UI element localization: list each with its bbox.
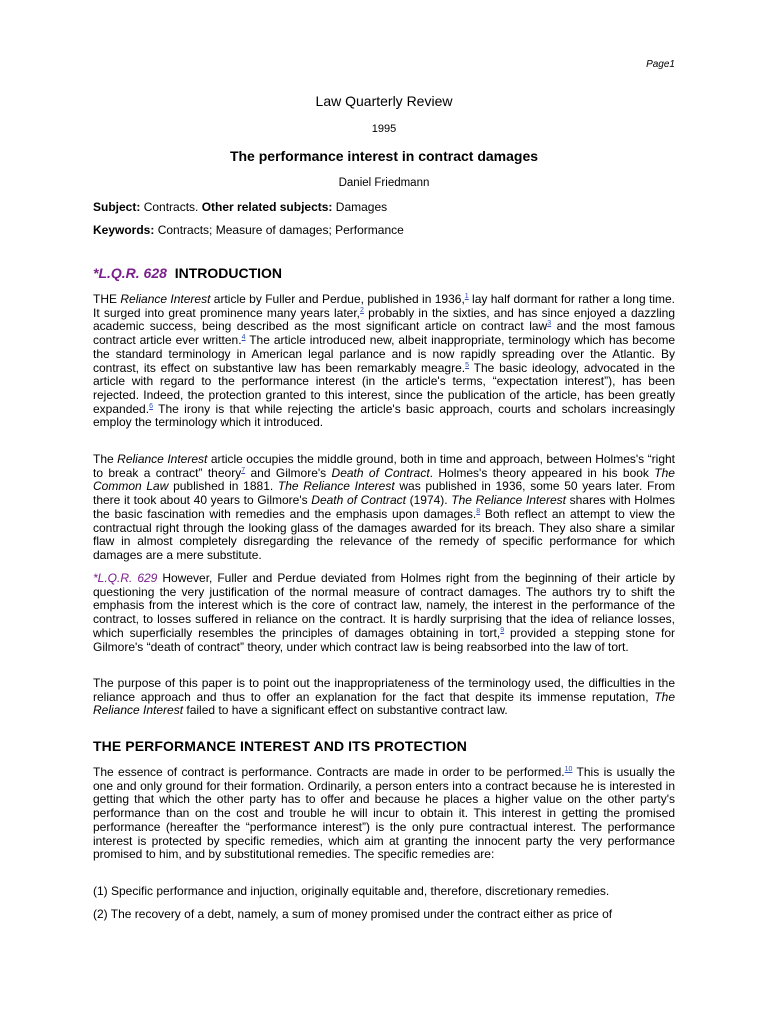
lqr-629-marker: *L.Q.R. 629 bbox=[93, 571, 158, 585]
footnote-link-10[interactable]: 10 bbox=[564, 766, 573, 773]
keywords-value: Contracts; Measure of damages; Performance bbox=[157, 223, 404, 237]
subject-line bbox=[93, 200, 387, 214]
paragraph-3: *L.Q.R. 629 However, Fuller and Perdue deviated from Holmes right from the beginning of their article by questioning the very justification of the normal measure of contract damages. The authors try to shift the emphasis from the interest which is the core of contract law, namely, the interest in the performance of the contract, to losses suffered in reliance on the contract. It is hardly surprising that the idea of reliance losses, which superficially resembles the principles of damages obtaining in tort,$^9$ provided a stepping stone for Gilmore's “death of contract” theory, under which contract law is being reabsorbed into the law of tort. bbox=[93, 571, 675, 654]
section-heading-performance: THE PERFORMANCE INTEREST AND ITS PROTECTION bbox=[93, 738, 468, 754]
journal-title: Law Quarterly Review bbox=[315, 93, 453, 109]
page-number: Page1 bbox=[646, 59, 675, 70]
paragraph-1: THE Reliance Interest article by Fuller and Perdue, published in 1936,$^1$ lay half dormant for rather a long time. It surged into great prominence many years later,$^2$ probably in the sixties, and has since enjoyed a dazzling academic success, being described as the most significant article on contract law$^3$ and the most famous contract article ever written.$^4$ The article introduced new, albeit inappropriate, terminology which has become the standard terminology in American legal parlance and is now rapidly spreading over the Atlantic. By contrast, its effect on substantive law has been remarkably meagre.$^5$ The basic ideology, advocated in the article with regard to the performance interest (in the article's terms, “expectation interest”), has been rejected. Indeed, the protection granted to this interest, since the publication of the article, has been greatly expanded.$^6$ The irony is that while rejecting the article's basic approach, courts and scholars increasingly employ the terminology which it introduced. bbox=[93, 292, 676, 430]
paragraph-2: The Reliance Interest article occupies the middle ground, both in time and approach, between Holmes's “right to break a contract” theory$^7$ and Gilmore's Death of Contract. Holmes's theory appeared in his book The Common Law published in 1881. The Reliance Interest was published in 1936, some 50 years later. From there it took about 40 years to Gilmore's Death of Contract (1974). The Reliance Interest shares with Holmes the basic fascination with remedies and the emphasis upon damages.$^8$ Both reflect an attempt to view the contractual right through the looking glass of the damages awarded for its breach. They also share a similar flaw in almost completely disregarding the relevance of the remedy of specific performance for which damages are a mere substitute. bbox=[93, 452, 675, 562]
introduction-heading: INTRODUCTION bbox=[174, 265, 283, 281]
paragraph-6: (1) Specific performance and injuction, originally equitable and, therefore, discretionary remedies. bbox=[93, 884, 610, 898]
footnote-link-7[interactable]: 7 bbox=[241, 466, 246, 474]
other-subjects-value: Damages bbox=[335, 200, 388, 214]
footnote-link-2[interactable]: 2 bbox=[360, 306, 364, 314]
paragraph-4: The purpose of this paper is to point out the inappropriateness of the terminology used, the difficulties in the reliance approach and thus to offer an explanation for the fact that despite its immense reputation, The Reliance Interest failed to have a significant effect on substantive contract law. bbox=[93, 676, 675, 718]
other-subjects-label: Other related subjects: bbox=[201, 200, 333, 214]
footnote-link-1[interactable]: 1 bbox=[464, 293, 469, 300]
subject-label: Subject: bbox=[93, 200, 141, 214]
footnote-link-6[interactable]: 6 bbox=[149, 402, 153, 410]
subject-value: Contracts. bbox=[143, 200, 199, 214]
author-name: Daniel Friedmann bbox=[338, 177, 430, 189]
footnote-link-8[interactable]: 8 bbox=[476, 507, 481, 515]
article-title: The performance interest in contract damages bbox=[229, 148, 539, 164]
keywords-line bbox=[93, 223, 404, 237]
publication-year: 1995 bbox=[371, 123, 397, 135]
paragraph-7: (2) The recovery of a debt, namely, a sum of money promised under the contract either as price of bbox=[93, 907, 613, 921]
keywords-label: Keywords: bbox=[93, 223, 155, 237]
lqr-628-marker: *L.Q.R. 628 bbox=[93, 265, 167, 281]
footnote-link-5[interactable]: 5 bbox=[465, 361, 469, 369]
paragraph-5: The essence of contract is performance. Contracts are made in order to be performed.$^{10}$ This is usually the one and only ground for their formation. Ordinarily, a person enters into a contract because he is interested in getting that which the other party has to offer and because he places a higher value on the other party's performance than on the cost and trouble he will incur to obtain it. This interest in getting the promised performance (hereafter the “performance interest”) is the only pure contractual interest. The performance interest is protected by specific remedies, which aim at granting the innocent party the very performance promised to him, and by substitutional remedies. The specific remedies are: bbox=[93, 765, 675, 862]
footnote-link-9[interactable]: 9 bbox=[500, 626, 505, 634]
footnote-link-3[interactable]: 3 bbox=[547, 320, 552, 328]
footnote-link-4[interactable]: 4 bbox=[241, 334, 246, 342]
section-heading-introduction bbox=[93, 265, 282, 281]
